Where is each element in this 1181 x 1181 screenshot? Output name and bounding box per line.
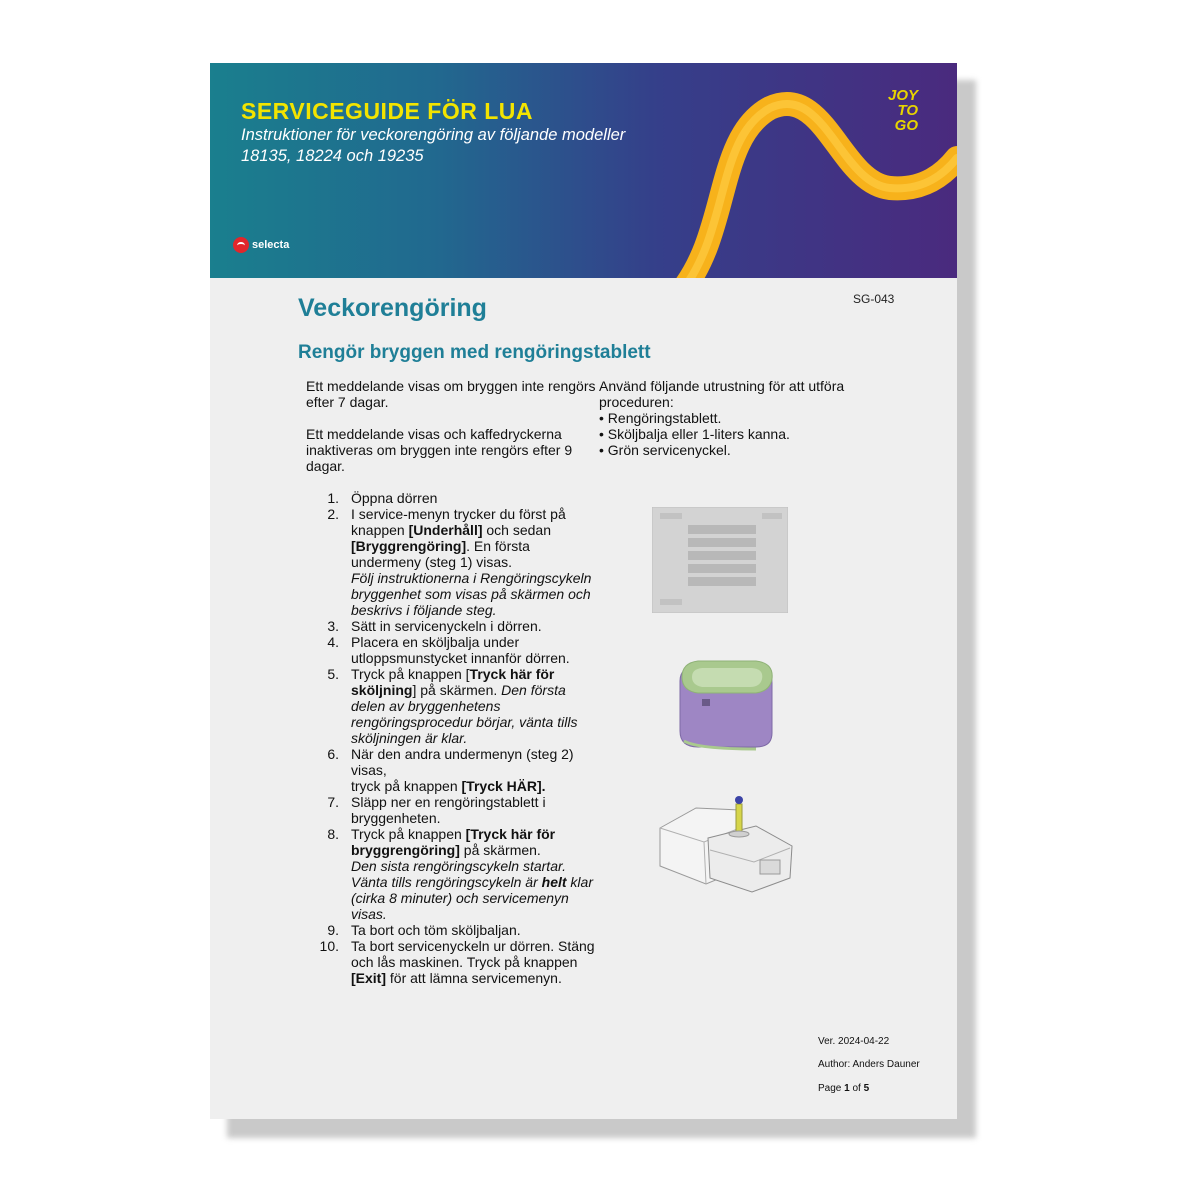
slogan-word: TO [897,102,919,119]
step-item: 7. Släpp ner en rengöringstablett i bryggenheten. [327,794,546,826]
equipment-intro: Använd följande utrustning för att utföra proceduren: [599,378,845,410]
equipment-item: • Sköljbalja eller 1-liters kanna. [599,426,879,442]
equipment-item: • Rengöringstablett. [599,410,879,426]
step-item: 6. När den andra undermenyn (steg 2) visas, tryck på knappen [Tryck HÄR]. [327,746,574,794]
guide-subtitle-line: Instruktioner för veckorengöring av följande modeller [241,126,626,144]
document-page [210,63,957,1119]
equipment-item: • Grön servicenyckel. [599,442,879,458]
instructions-column [306,378,596,986]
header-banner [210,63,957,278]
step-item: 4. Placera en sköljbalja under utloppsmunstycket innanför dörren. [327,634,570,666]
author-label: Author: Anders Dauner [818,1059,920,1070]
step-item: 10. Ta bort servicenyckeln ur dörren. Stäng och lås maskinen. Tryck på knappen [Exit] för att lämna servicemenyn. [319,938,595,986]
page-title: Veckorengöring [298,294,487,322]
step-item: 5. Tryck på knappen [Tryck här för sköljning] på skärmen. Den första delen av bryggenhetens rengöringsprocedur börjar, vänta tills sköljningen är klar. [327,666,578,746]
slogan-word: JOY [888,87,919,104]
version-label: Ver. 2024-04-22 [818,1036,890,1047]
intro-paragraph: Ett meddelande visas om bryggen inte rengörs efter 7 dagar. [306,378,596,410]
slogan-word: GO [894,117,919,134]
joy-to-go-logo [888,88,918,133]
wave-graphic [210,63,957,278]
step-item: 9. Ta bort och töm sköljbaljan. [327,922,521,938]
steps-list [306,490,596,986]
screen-menu-illustration [652,507,788,613]
page-number: Page 1 of 5 [818,1083,870,1094]
equipment-column [599,378,879,458]
selecta-logo-icon [233,237,249,253]
selecta-logo-text: selecta [252,239,290,251]
guide-subtitle [241,125,625,167]
equipment-list [599,410,879,458]
step-item: 8. Tryck på knappen [Tryck här för bryggrengöring] på skärmen. Den sista rengöringscykeln startar. Vänta tills rengöringscykeln är helt klar (cirka 8 minuter) och servicemenyn visas. [327,826,593,922]
rinse-basin-illustration [672,655,780,751]
section-title: Rengör bryggen med rengöringstablett [298,342,651,363]
document-id: SG-043 [853,292,895,306]
selecta-logo [233,237,289,253]
intro-paragraph: Ett meddelande visas och kaffedryckerna inaktiveras om bryggen inte rengörs efter 9 dagar. [306,426,573,474]
guide-title: SERVICEGUIDE FÖR LUA [241,98,533,124]
step-item: 2. I service-menyn trycker du först på knappen [Underhåll] och sedan [Bryggrengöring]. En första undermeny (steg 1) visas. Följ instruktionerna i Rengöringscykeln bryggenhet som visas på skärmen och beskrivs i följande steg. [327,506,592,618]
guide-subtitle-line: 18135, 18224 och 19235 [241,147,424,165]
step-item: 3. Sätt in servicenyckeln i dörren. [327,618,542,634]
brewer-unit-illustration [656,788,796,900]
step-item: 1. Öppna dörren [327,490,438,506]
